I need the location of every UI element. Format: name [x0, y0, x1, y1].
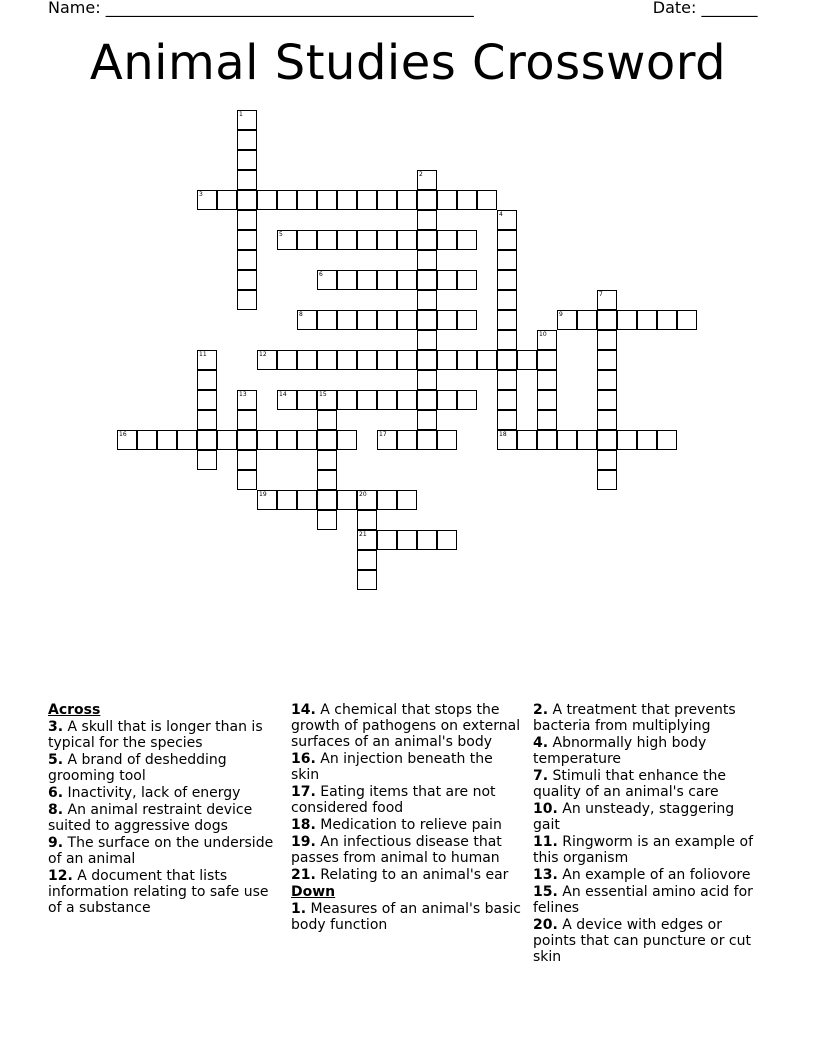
crossword-cell[interactable] — [337, 390, 357, 410]
date-blank[interactable]: _______ — [701, 0, 758, 17]
down-heading: Down — [291, 884, 336, 900]
crossword-cell[interactable] — [277, 490, 297, 510]
crossword-cell[interactable] — [417, 310, 437, 330]
across-clue — [48, 785, 280, 801]
crossword-cell[interactable] — [437, 350, 457, 370]
crossword-cell[interactable] — [497, 370, 517, 390]
clue-number: 7. — [533, 768, 549, 784]
crossword-cell[interactable] — [297, 230, 317, 250]
crossword-cell[interactable] — [337, 190, 357, 210]
name-blank[interactable]: ______________________________________________ — [105, 0, 474, 17]
crossword-cell[interactable] — [197, 430, 217, 450]
clue-text: An infectious disease that passes from animal to human — [291, 834, 502, 866]
crossword-cell[interactable] — [237, 450, 257, 470]
cell-number: 21 — [359, 531, 367, 538]
clue-text: A document that lists information relating to safe use of a substance — [48, 868, 269, 916]
crossword-cell[interactable] — [397, 390, 417, 410]
clue-number: 11. — [533, 834, 558, 850]
crossword-cell[interactable] — [377, 350, 397, 370]
crossword-cell[interactable] — [497, 330, 517, 350]
crossword-cell[interactable] — [197, 350, 217, 370]
across-clue — [48, 752, 280, 784]
clue-text: An injection beneath the skin — [291, 751, 493, 783]
across-clue — [291, 784, 523, 816]
crossword-cell[interactable] — [557, 430, 577, 450]
crossword-cell[interactable] — [497, 310, 517, 330]
crossword-cell[interactable] — [597, 370, 617, 390]
crossword-cell[interactable] — [197, 190, 217, 210]
crossword-cell[interactable] — [417, 210, 437, 230]
crossword-cell[interactable] — [597, 350, 617, 370]
crossword-cell[interactable] — [217, 190, 237, 210]
crossword-cell[interactable] — [537, 390, 557, 410]
crossword-cell[interactable] — [257, 350, 277, 370]
crossword-cell[interactable] — [417, 230, 437, 250]
crossword-cell[interactable] — [457, 390, 477, 410]
clue-number: 13. — [533, 867, 558, 883]
clue-column-3 — [533, 702, 765, 966]
clue-number: 6. — [48, 785, 64, 801]
cell-number: 15 — [319, 391, 327, 398]
crossword-cell[interactable] — [377, 270, 397, 290]
across-clue — [291, 834, 523, 866]
down-clue — [533, 867, 765, 883]
clue-text: Medication to relieve pain — [315, 817, 502, 833]
crossword-cell[interactable] — [397, 430, 417, 450]
across-clue — [48, 802, 280, 834]
cell-number: 12 — [259, 351, 267, 358]
clue-number: 3. — [48, 719, 64, 735]
crossword-cell[interactable] — [237, 110, 257, 130]
clue-number: 21. — [291, 867, 316, 883]
clue-number: 18. — [291, 817, 316, 833]
crossword-cell[interactable] — [337, 310, 357, 330]
crossword-cell[interactable] — [437, 390, 457, 410]
clue-text: Measures of an animal's basic body function — [291, 901, 521, 933]
crossword-cell[interactable] — [297, 490, 317, 510]
crossword-cell[interactable] — [237, 390, 257, 410]
crossword-cell[interactable] — [377, 230, 397, 250]
crossword-cell[interactable] — [357, 390, 377, 410]
crossword-cell[interactable] — [317, 310, 337, 330]
crossword-cell[interactable] — [357, 190, 377, 210]
crossword-cell[interactable] — [317, 270, 337, 290]
crossword-cell[interactable] — [317, 190, 337, 210]
cell-number: 18 — [499, 431, 507, 438]
crossword-cell[interactable] — [477, 190, 497, 210]
crossword-cell[interactable] — [237, 210, 257, 230]
crossword-cell[interactable] — [497, 430, 517, 450]
clue-number: 14. — [291, 702, 316, 718]
clue-number: 16. — [291, 751, 316, 767]
clue-text: Inactivity, lack of energy — [63, 785, 241, 801]
down-clue — [291, 901, 523, 933]
across-clue — [48, 835, 280, 867]
crossword-cell[interactable] — [237, 130, 257, 150]
crossword-cell[interactable] — [217, 430, 237, 450]
name-label: Name: — [48, 0, 101, 17]
crossword-cell[interactable] — [357, 510, 377, 530]
crossword-cell[interactable] — [237, 270, 257, 290]
crossword-cell[interactable] — [177, 430, 197, 450]
crossword-cell[interactable] — [357, 350, 377, 370]
crossword-cell[interactable] — [497, 350, 517, 370]
date-label: Date: — [652, 0, 697, 17]
crossword-cell[interactable] — [357, 570, 377, 590]
crossword-cell[interactable] — [337, 490, 357, 510]
crossword-cell[interactable] — [237, 430, 257, 450]
crossword-cell[interactable] — [497, 250, 517, 270]
clue-column-1 — [48, 702, 280, 917]
cell-number: 9 — [559, 311, 563, 318]
crossword-cell[interactable] — [297, 390, 317, 410]
crossword-cell[interactable] — [417, 290, 437, 310]
crossword-cell[interactable] — [317, 470, 337, 490]
crossword-cell[interactable] — [437, 310, 457, 330]
clue-text: Ringworm is an example of this organism — [533, 834, 753, 866]
crossword-cell[interactable] — [437, 530, 457, 550]
cell-number: 7 — [599, 291, 603, 298]
cell-number: 4 — [499, 211, 503, 218]
crossword-cell[interactable] — [597, 450, 617, 470]
crossword-cell[interactable] — [417, 350, 437, 370]
clue-text: A treatment that prevents bacteria from multiplying — [533, 702, 736, 734]
crossword-cell[interactable] — [317, 430, 337, 450]
crossword-cell[interactable] — [317, 410, 337, 430]
crossword-cell[interactable] — [237, 290, 257, 310]
crossword-cell[interactable] — [617, 310, 637, 330]
crossword-cell[interactable] — [277, 430, 297, 450]
crossword-cell[interactable] — [617, 430, 637, 450]
crossword-cell[interactable] — [517, 350, 537, 370]
clue-number: 2. — [533, 702, 549, 718]
crossword-cell[interactable] — [197, 410, 217, 430]
crossword-cell[interactable] — [677, 310, 697, 330]
crossword-cell[interactable] — [637, 430, 657, 450]
clue-text: An essential amino acid for felines — [533, 884, 753, 916]
clue-text: Abnormally high body temperature — [533, 735, 707, 767]
down-clue — [533, 768, 765, 800]
crossword-cell[interactable] — [537, 410, 557, 430]
crossword-cell[interactable] — [417, 270, 437, 290]
crossword-cell[interactable] — [157, 430, 177, 450]
crossword-cell[interactable] — [417, 250, 437, 270]
crossword-cell[interactable] — [417, 390, 437, 410]
crossword-cell[interactable] — [137, 430, 157, 450]
crossword-cell[interactable] — [377, 490, 397, 510]
clue-number: 17. — [291, 784, 316, 800]
crossword-cell[interactable] — [577, 310, 597, 330]
crossword-cell[interactable] — [337, 270, 357, 290]
clue-number: 5. — [48, 752, 64, 768]
crossword-cell[interactable] — [597, 310, 617, 330]
crossword-cell[interactable] — [457, 190, 477, 210]
crossword-cell[interactable] — [537, 350, 557, 370]
crossword-cell[interactable] — [497, 230, 517, 250]
clue-number: 15. — [533, 884, 558, 900]
cell-number: 10 — [539, 331, 547, 338]
clue-number: 12. — [48, 868, 73, 884]
down-clue — [533, 917, 765, 965]
cell-number: 19 — [259, 491, 267, 498]
clue-number: 4. — [533, 735, 549, 751]
crossword-cell[interactable] — [237, 190, 257, 210]
down-clue — [533, 735, 765, 767]
crossword-cell[interactable] — [437, 190, 457, 210]
crossword-cell[interactable] — [297, 430, 317, 450]
crossword-cell[interactable] — [237, 150, 257, 170]
clue-number: 9. — [48, 835, 64, 851]
crossword-cell[interactable] — [357, 490, 377, 510]
crossword-cell[interactable] — [417, 190, 437, 210]
cell-number: 1 — [239, 111, 243, 118]
crossword-cell[interactable] — [417, 430, 437, 450]
clue-text: An example of an foliovore — [557, 867, 751, 883]
cell-number: 11 — [199, 351, 207, 358]
down-clue — [533, 801, 765, 833]
crossword-cell[interactable] — [277, 230, 297, 250]
crossword-cell[interactable] — [297, 350, 317, 370]
cell-number: 5 — [279, 231, 283, 238]
crossword-cell[interactable] — [237, 250, 257, 270]
across-clue — [291, 867, 523, 883]
crossword-cell[interactable] — [257, 430, 277, 450]
clue-number: 8. — [48, 802, 64, 818]
crossword-cell[interactable] — [397, 530, 417, 550]
cell-number: 3 — [199, 191, 203, 198]
crossword-cell[interactable] — [597, 470, 617, 490]
clue-text: A chemical that stops the growth of pathogens on external surfaces of an animal's body — [291, 702, 521, 750]
crossword-cell[interactable] — [397, 310, 417, 330]
crossword-cell[interactable] — [597, 390, 617, 410]
crossword-cell[interactable] — [417, 330, 437, 350]
cell-number: 16 — [119, 431, 127, 438]
crossword-cell[interactable] — [457, 270, 477, 290]
crossword-cell[interactable] — [457, 230, 477, 250]
crossword-cell[interactable] — [377, 530, 397, 550]
down-clue — [533, 702, 765, 734]
crossword-cell[interactable] — [297, 310, 317, 330]
cell-number: 20 — [359, 491, 367, 498]
crossword-cell[interactable] — [657, 430, 677, 450]
clue-text: Relating to an animal's ear — [315, 867, 509, 883]
cell-number: 8 — [299, 311, 303, 318]
clue-text: Stimuli that enhance the quality of an animal's care — [533, 768, 726, 800]
crossword-cell[interactable] — [557, 310, 577, 330]
crossword-cell[interactable] — [237, 410, 257, 430]
crossword-cell[interactable] — [257, 490, 277, 510]
clue-number: 20. — [533, 917, 558, 933]
crossword-cell[interactable] — [197, 370, 217, 390]
crossword-cell[interactable] — [497, 210, 517, 230]
across-clue — [291, 751, 523, 783]
cell-number: 6 — [319, 271, 323, 278]
page-title: Animal Studies Crossword — [89, 35, 727, 91]
crossword-cell[interactable] — [317, 510, 337, 530]
down-clue — [533, 834, 765, 866]
crossword-cell[interactable] — [497, 270, 517, 290]
crossword-cell[interactable] — [357, 530, 377, 550]
crossword-cell[interactable] — [317, 230, 337, 250]
across-clue — [291, 702, 523, 750]
across-clue — [48, 719, 280, 751]
crossword-cell[interactable] — [317, 490, 337, 510]
crossword-cell[interactable] — [397, 270, 417, 290]
crossword-cell[interactable] — [257, 190, 277, 210]
down-clue — [533, 884, 765, 916]
clue-text: A brand of deshedding grooming tool — [48, 752, 227, 784]
crossword-cell[interactable] — [237, 230, 257, 250]
cell-number: 13 — [239, 391, 247, 398]
clue-text: The surface on the underside of an animal — [48, 835, 274, 867]
crossword-cell[interactable] — [437, 270, 457, 290]
cell-number: 14 — [279, 391, 287, 398]
crossword-cell[interactable] — [597, 430, 617, 450]
crossword-cell[interactable] — [397, 490, 417, 510]
crossword-cell[interactable] — [477, 350, 497, 370]
crossword-cell[interactable] — [497, 410, 517, 430]
clue-text: A skull that is longer than is typical for the species — [48, 719, 263, 751]
crossword-cell[interactable] — [377, 430, 397, 450]
crossword-cell[interactable] — [297, 190, 317, 210]
crossword-cell[interactable] — [337, 350, 357, 370]
clue-number: 1. — [291, 901, 307, 917]
crossword-cell[interactable] — [497, 390, 517, 410]
crossword-cell[interactable] — [437, 430, 457, 450]
crossword-cell[interactable] — [417, 370, 437, 390]
crossword-cell[interactable] — [317, 350, 337, 370]
crossword-cell[interactable] — [417, 530, 437, 550]
crossword-cell[interactable] — [397, 350, 417, 370]
clue-text: An unsteady, staggering gait — [533, 801, 735, 833]
crossword-cell[interactable] — [457, 350, 477, 370]
crossword-cell[interactable] — [597, 290, 617, 310]
clue-text: An animal restraint device suited to aggressive dogs — [48, 802, 253, 834]
cell-number: 17 — [379, 431, 387, 438]
crossword-cell[interactable] — [537, 330, 557, 350]
crossword-cell[interactable] — [337, 430, 357, 450]
crossword-cell[interactable] — [337, 230, 357, 250]
clue-text: Eating items that are not considered food — [291, 784, 496, 816]
crossword-cell[interactable] — [377, 310, 397, 330]
crossword-cell[interactable] — [637, 310, 657, 330]
crossword-cell[interactable] — [417, 410, 437, 430]
crossword-cell[interactable] — [537, 370, 557, 390]
across-heading: Across — [48, 702, 101, 718]
crossword-cell[interactable] — [237, 470, 257, 490]
crossword-cell[interactable] — [397, 190, 417, 210]
crossword-cell[interactable] — [317, 390, 337, 410]
crossword-cell[interactable] — [397, 230, 417, 250]
crossword-cell[interactable] — [517, 430, 537, 450]
crossword-cell[interactable] — [237, 170, 257, 190]
crossword-cell[interactable] — [357, 310, 377, 330]
crossword-cell[interactable] — [497, 290, 517, 310]
crossword-cell[interactable] — [437, 230, 457, 250]
crossword-cell[interactable] — [357, 550, 377, 570]
crossword-cell[interactable] — [197, 390, 217, 410]
crossword-cell[interactable] — [417, 170, 437, 190]
crossword-cell[interactable] — [537, 430, 557, 450]
across-clue — [291, 817, 523, 833]
crossword-cell[interactable] — [377, 390, 397, 410]
clue-number: 10. — [533, 801, 558, 817]
clue-number: 19. — [291, 834, 316, 850]
cell-number: 2 — [419, 171, 423, 178]
crossword-cell[interactable] — [277, 350, 297, 370]
crossword-cell[interactable] — [277, 190, 297, 210]
crossword-cell[interactable] — [357, 270, 377, 290]
crossword-cell[interactable] — [117, 430, 137, 450]
clue-column-2 — [291, 702, 523, 934]
crossword-cell[interactable] — [197, 450, 217, 470]
crossword-cell[interactable] — [277, 390, 297, 410]
crossword-cell[interactable] — [597, 410, 617, 430]
crossword-cell[interactable] — [317, 450, 337, 470]
crossword-cell[interactable] — [577, 430, 597, 450]
crossword-cell[interactable] — [377, 190, 397, 210]
across-clue — [48, 868, 280, 916]
clue-text: A device with edges or points that can puncture or cut skin — [533, 917, 751, 965]
crossword-cell[interactable] — [597, 330, 617, 350]
crossword-cell[interactable] — [457, 310, 477, 330]
crossword-cell[interactable] — [657, 310, 677, 330]
crossword-cell[interactable] — [357, 230, 377, 250]
